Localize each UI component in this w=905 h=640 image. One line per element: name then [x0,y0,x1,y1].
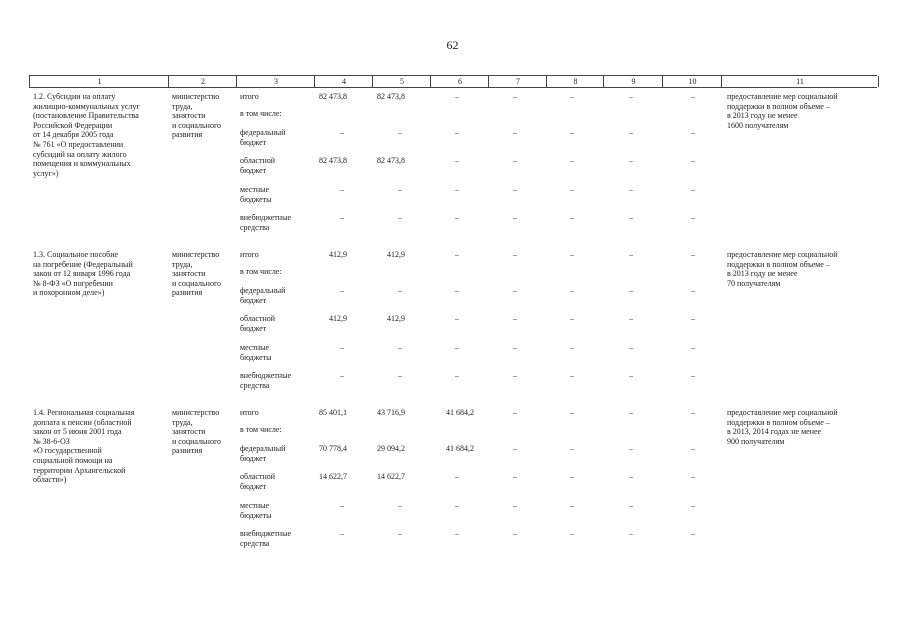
funding-source-label: бюджеты [240,194,272,204]
row-result-line: в 2013 году не менее [727,111,798,121]
funding-source-label: средства [240,222,270,232]
amount-cell: – [629,371,633,380]
amount-cell: – [455,501,459,510]
amount-cell: – [629,92,633,101]
amount-cell: – [398,371,402,380]
amount-cell: – [629,250,633,259]
row-result-line: 900 получателям [727,436,785,446]
amount-cell: – [455,92,459,101]
funding-source-label: в том числе: [240,109,282,118]
amount-cell: 70 778,4 [319,444,347,453]
amount-cell: – [513,529,517,538]
amount-cell: 41 684,2 [446,444,474,453]
amount-cell: – [570,213,574,222]
row-responsible-line: и социального [172,120,222,130]
row-result-line: поддержки в полном объеме – [727,259,830,269]
header-cell-11: 11 [721,76,879,87]
row-responsible-line: министерство [172,92,220,101]
row-title-line: социальной помощи на [33,456,113,465]
amount-cell: – [513,250,517,259]
amount-cell: – [570,444,574,453]
row-responsible-line: труда, [172,417,193,427]
amount-cell: – [570,472,574,481]
amount-cell: – [691,371,695,380]
row-responsible-line: развития [172,130,203,140]
table-header-row [29,75,877,88]
row-responsible-line: министерство [172,250,220,259]
header-cell-10: 10 [662,76,722,87]
amount-cell: – [398,501,402,510]
amount-cell: – [691,408,695,417]
amount-cell: – [398,343,402,352]
amount-cell: – [340,371,344,380]
funding-source-label: внебюджетные [240,213,291,222]
amount-cell: – [513,472,517,481]
amount-cell: – [455,156,459,165]
header-cell-1: 1 [29,76,169,87]
amount-cell: – [691,472,695,481]
funding-source-label: областной [240,314,276,323]
amount-cell: – [455,286,459,295]
amount-cell: – [570,408,574,417]
amount-cell: – [570,371,574,380]
amount-cell: – [513,501,517,510]
funding-source-label: бюджеты [240,352,272,362]
amount-cell: – [570,92,574,101]
funding-source-label: итого [240,92,259,101]
row-result-line: поддержки в полном объеме – [727,101,830,111]
row-title-line: от 14 декабря 2005 года [33,130,114,140]
header-cell-4: 4 [314,76,373,87]
amount-cell: – [570,128,574,137]
row-title-line: Российской Федерации [33,120,113,130]
funding-source-label: средства [240,538,270,548]
row-responsible-line: труда, [172,259,193,269]
funding-source-label: в том числе: [240,425,282,434]
amount-cell: – [629,529,633,538]
amount-cell: – [570,314,574,323]
amount-cell: 43 716,9 [377,408,405,417]
funding-source-label: местные [240,185,270,194]
amount-cell: – [455,213,459,222]
amount-cell: – [629,314,633,323]
funding-source-label: средства [240,380,270,390]
row-title-line: и похоронном деле») [33,288,105,298]
row-title-line: № 38-6-ОЗ [33,436,70,446]
header-cell-3: 3 [236,76,315,87]
amount-cell: – [455,185,459,194]
row-title-line: жилищно-коммунальных услуг [33,101,140,111]
amount-cell: 41 684,2 [446,408,474,417]
amount-cell: – [691,501,695,510]
row-title-line: территории Архангельской [33,465,126,475]
amount-cell: – [340,185,344,194]
row-result-line: 70 получателям [727,278,781,288]
row-title-line: № 8-ФЗ «О погребении [33,278,113,288]
amount-cell: – [513,286,517,295]
row-title-line: субсидий на оплату жилого [33,149,127,159]
header-cell-2: 2 [168,76,237,87]
amount-cell: – [570,185,574,194]
amount-cell: – [513,444,517,453]
funding-source-label: бюджеты [240,510,272,520]
row-title-line: 1.2. Субсидии на оплату [33,92,116,101]
amount-cell: 412,9 [387,250,405,259]
amount-cell: – [629,185,633,194]
amount-cell: – [455,529,459,538]
amount-cell: – [570,286,574,295]
amount-cell: – [513,371,517,380]
header-cell-6: 6 [430,76,489,87]
funding-source-label: внебюджетные [240,529,291,538]
amount-cell: – [691,92,695,101]
row-responsible-line: и социального [172,278,222,288]
amount-cell: – [629,156,633,165]
funding-source-label: бюджет [240,453,267,463]
row-responsible-line: и социального [172,436,222,446]
amount-cell: – [455,128,459,137]
row-responsible-line: министерство [172,408,220,417]
funding-source-label: итого [240,408,259,417]
amount-cell: – [691,185,695,194]
amount-cell: – [340,213,344,222]
row-result-line: 1600 получателям [727,120,789,130]
funding-source-label: местные [240,501,270,510]
amount-cell: 14 622,7 [319,472,347,481]
funding-source-label: бюджет [240,137,267,147]
amount-cell: – [691,213,695,222]
amount-cell: – [691,156,695,165]
funding-source-label: федеральный [240,286,286,295]
amount-cell: – [570,156,574,165]
amount-cell: – [513,314,517,323]
amount-cell: – [455,472,459,481]
amount-cell: – [398,128,402,137]
amount-cell: 82 473,8 [377,92,405,101]
amount-cell: – [513,156,517,165]
funding-source-label: местные [240,343,270,352]
amount-cell: – [398,185,402,194]
row-title-line: на погребение (Федеральный [33,259,133,269]
row-responsible-line: развития [172,288,203,298]
amount-cell: – [570,501,574,510]
amount-cell: – [629,343,633,352]
row-responsible-line: занятости [172,111,206,121]
header-cell-8: 8 [546,76,604,87]
amount-cell: 82 473,8 [377,156,405,165]
header-cell-7: 7 [488,76,547,87]
amount-cell: – [691,250,695,259]
amount-cell: – [455,343,459,352]
amount-cell: – [398,529,402,538]
amount-cell: – [398,286,402,295]
funding-source-label: итого [240,250,259,259]
amount-cell: 29 094,2 [377,444,405,453]
amount-cell: – [513,343,517,352]
amount-cell: – [629,408,633,417]
funding-source-label: федеральный [240,444,286,453]
funding-source-label: областной [240,156,276,165]
row-responsible-line: труда, [172,101,193,111]
header-cell-5: 5 [372,76,431,87]
amount-cell: – [691,128,695,137]
funding-source-label: федеральный [240,128,286,137]
amount-cell: – [513,185,517,194]
amount-cell: 14 622,7 [377,472,405,481]
row-result-line: в 2013 году не менее [727,269,798,279]
row-title-line: услуг») [33,168,59,178]
row-responsible-line: развития [172,446,203,456]
amount-cell: – [691,314,695,323]
row-title-line: (постановление Правительства [33,111,139,121]
amount-cell: – [570,343,574,352]
amount-cell: 412,9 [329,314,347,323]
amount-cell: 85 401,1 [319,408,347,417]
amount-cell: – [455,250,459,259]
amount-cell: – [629,444,633,453]
amount-cell: – [570,529,574,538]
amount-cell: – [513,92,517,101]
amount-cell: – [340,128,344,137]
amount-cell: – [570,250,574,259]
amount-cell: 412,9 [387,314,405,323]
amount-cell: 412,9 [329,250,347,259]
row-result-line: предоставление мер социальной [727,250,838,259]
amount-cell: – [513,408,517,417]
funding-source-label: внебюджетные [240,371,291,380]
amount-cell: – [691,343,695,352]
row-title-line: 1.4. Региональная социальная [33,408,135,417]
amount-cell: – [629,472,633,481]
row-result-line: поддержки в полном объеме – [727,417,830,427]
row-title-line: «О государственной [33,446,102,456]
amount-cell: – [513,128,517,137]
funding-source-label: в том числе: [240,267,282,276]
row-title-line: закон от 5 июня 2001 года [33,427,122,437]
amount-cell: – [340,343,344,352]
funding-source-label: бюджет [240,481,267,491]
amount-cell: – [691,444,695,453]
amount-cell: – [455,314,459,323]
row-title-line: доплата к пенсии (областной [33,417,132,427]
amount-cell: – [398,213,402,222]
amount-cell: – [513,213,517,222]
row-responsible-line: занятости [172,427,206,437]
row-responsible-line: занятости [172,269,206,279]
row-title-line: закон от 12 января 1996 года [33,269,131,279]
header-cell-9: 9 [603,76,663,87]
amount-cell: – [340,529,344,538]
funding-source-label: бюджет [240,323,267,333]
amount-cell: – [455,371,459,380]
amount-cell: 82 473,8 [319,156,347,165]
funding-source-label: бюджет [240,295,267,305]
amount-cell: – [629,128,633,137]
amount-cell: – [691,529,695,538]
row-result-line: в 2013, 2014 годах не менее [727,427,822,437]
row-result-line: предоставление мер социальной [727,408,838,417]
row-title-line: № 761 «О предоставлении [33,140,124,149]
amount-cell: – [340,286,344,295]
funding-source-label: областной [240,472,276,481]
amount-cell: – [629,213,633,222]
amount-cell: – [691,286,695,295]
row-title-line: помещения и коммунальных [33,159,131,169]
amount-cell: – [629,286,633,295]
row-title-line: 1.3. Социальное пособие [33,250,119,259]
amount-cell: – [340,501,344,510]
row-result-line: предоставление мер социальной [727,92,838,101]
amount-cell: 82 473,8 [319,92,347,101]
page-number: 62 [446,38,459,52]
funding-source-label: бюджет [240,165,267,175]
amount-cell: – [629,501,633,510]
row-title-line: области») [33,475,67,485]
